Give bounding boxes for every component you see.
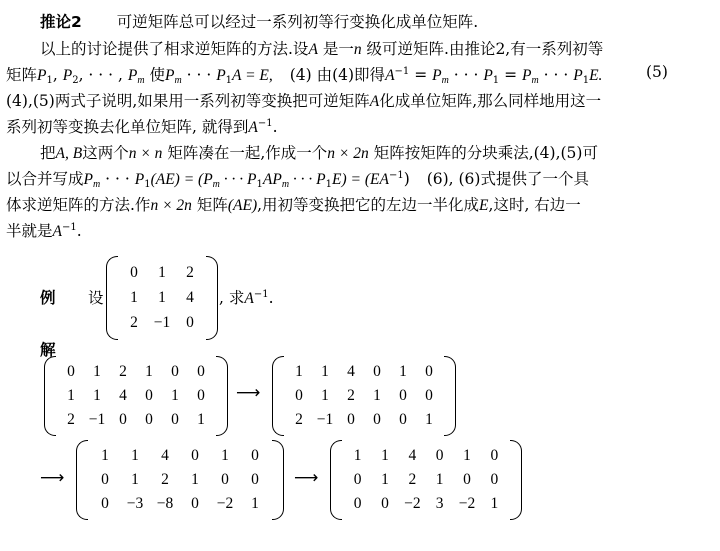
matrix-cell: 0	[435, 447, 444, 464]
matrix-cell: 0	[463, 471, 471, 488]
matrix-cell: 1	[197, 411, 205, 428]
matrix-cell: −2	[458, 495, 476, 512]
matrix-grid	[90, 444, 270, 516]
matrix-cell: 4	[119, 387, 127, 404]
proposition-label: 推论2	[40, 13, 82, 31]
matrix-cell: 1	[131, 447, 139, 464]
left-paren	[44, 356, 56, 436]
left-paren	[106, 256, 118, 340]
matrix-cell: 1	[67, 387, 75, 404]
matrix-cell: 2	[130, 314, 138, 332]
matrix-cell: 2	[408, 471, 417, 488]
para1-line2: 矩阵$P_1$, $P_2$, · · · , $P_m$ 使$P_m$ · · · $P_1A = E$, (4) 由(4)即得$A^{-1} = P_m$ · · · $P_1 = P_m$ · · · $P_1E$.	[6, 66, 603, 86]
para1-line1: 以上的讨论提供了相求逆矩阵的方法.设A 是一n 级可逆矩阵.由推论2,有一系列初等	[40, 40, 604, 58]
row-op-arrow: ⟶	[40, 468, 65, 488]
matrix-cell: −1	[153, 314, 171, 332]
matrix-cell: 1	[381, 447, 389, 464]
matrix-cell: 0	[251, 447, 259, 464]
matrix-cell: 0	[251, 471, 259, 488]
matrix-cell: 0	[399, 387, 407, 404]
matrix-cell: 2	[347, 387, 355, 404]
matrix-cell: 0	[171, 363, 179, 380]
matrix-cell: 0	[425, 387, 433, 404]
para1-line4: 系列初等变换去化单位矩阵, 就得到$A^{-1}$.	[6, 118, 278, 136]
right-paren	[272, 440, 284, 520]
matrix-grid	[120, 260, 204, 336]
example-matrix	[106, 256, 218, 340]
matrix-cell: 0	[353, 471, 362, 488]
matrix-cell: 0	[490, 471, 499, 488]
matrix-cell: 0	[191, 495, 199, 512]
matrix-cell: 2	[186, 263, 194, 281]
matrix-cell: 0	[221, 471, 229, 488]
matrix-cell: 1	[373, 387, 381, 404]
matrix-cell: −1	[88, 411, 106, 428]
matrix-cell: 2	[67, 411, 75, 428]
matrix-cell: 1	[399, 363, 407, 380]
matrix-cell: 1	[158, 288, 166, 306]
matrix-cell: 0	[373, 363, 381, 380]
matrix-cell: 1	[93, 387, 101, 404]
matrix-cell: 1	[381, 471, 389, 488]
matrix-cell: 4	[408, 447, 417, 464]
matrix-cell: 1	[321, 363, 329, 380]
matrix-cell: 1	[221, 447, 229, 464]
matrix-cell: 1	[145, 363, 153, 380]
matrix-cell: 1	[158, 263, 166, 281]
matrix-cell: 0	[191, 447, 199, 464]
proposition-text: 可逆矩阵总可以经过一系列初等行变换化成单位矩阵.	[116, 13, 479, 31]
matrix-cell: −3	[126, 495, 144, 512]
matrix-grid	[344, 444, 508, 516]
matrix-cell: 1	[93, 363, 101, 380]
matrix-cell: 0	[373, 411, 381, 428]
matrix-grid	[58, 360, 214, 432]
example-label: 例	[40, 289, 56, 307]
matrix-cell: 4	[347, 363, 355, 380]
matrix-cell: 1	[191, 471, 199, 488]
matrix-cell: 4	[161, 447, 169, 464]
proposition-line	[40, 10, 478, 32]
example-ask: , 求$A^{-1}$.	[219, 289, 274, 307]
solution-label: 解	[40, 341, 56, 359]
right-paren	[444, 356, 456, 436]
para2-line4: 半就是$A^{-1}$.	[6, 222, 82, 240]
right-paren	[216, 356, 228, 436]
matrix-cell: 4	[186, 288, 194, 306]
matrix-cell: 0	[145, 411, 153, 428]
matrix-4	[330, 440, 522, 520]
matrix-cell: 3	[435, 495, 444, 512]
row-op-arrow: ⟶	[236, 383, 261, 403]
matrix-1	[44, 356, 228, 436]
matrix-cell: 0	[295, 387, 303, 404]
eq5-label: (5)	[646, 63, 668, 81]
matrix-cell: 1	[130, 288, 138, 306]
matrix-cell: 1	[321, 387, 329, 404]
matrix-cell: 1	[251, 495, 259, 512]
matrix-cell: 0	[347, 411, 355, 428]
matrix-cell: 0	[425, 363, 433, 380]
matrix-cell: 2	[119, 363, 127, 380]
left-paren	[272, 356, 284, 436]
right-paren	[510, 440, 522, 520]
matrix-cell: 0	[119, 411, 127, 428]
matrix-cell: 2	[161, 471, 169, 488]
para1-line3: (4),(5)两式子说明,如果用一系列初等变换把可逆矩阵A化成单位矩阵,那么同样地用这一	[6, 92, 602, 110]
para2-line1: 把A, B这两个n × n 矩阵凑在一起,作成一个n × 2n 矩阵按矩阵的分块乘法,(4),(5)可	[40, 144, 598, 162]
matrix-cell: 2	[295, 411, 303, 428]
para2-line3: 体求逆矩阵的方法.作n × 2n 矩阵(AE),用初等变换把它的左边一半化成E,这时, 右边一	[6, 196, 581, 214]
matrix-cell: 0	[353, 495, 362, 512]
matrix-cell: −8	[156, 495, 174, 512]
matrix-cell: 1	[425, 411, 433, 428]
matrix-cell: 0	[399, 411, 407, 428]
matrix-cell: 1	[171, 387, 179, 404]
matrix-grid	[286, 360, 442, 432]
matrix-cell: −2	[404, 495, 421, 512]
matrix-cell: 1	[131, 471, 139, 488]
matrix-cell: 0	[490, 447, 499, 464]
matrix-cell: 0	[130, 263, 138, 281]
matrix-cell: 0	[381, 495, 389, 512]
matrix-cell: 1	[490, 495, 499, 512]
matrix-cell: 1	[463, 447, 471, 464]
para2-line2: 以合并写成$P_m$ · · · $P_1(AE) = (P_m$ · · · $P_1AP_m$ · · · $P_1E) = (EA^{-1})$ (6), (6)式提供了一个具	[6, 170, 589, 190]
matrix-cell: 0	[145, 387, 153, 404]
matrix-cell: 0	[171, 411, 179, 428]
matrix-cell: 1	[353, 447, 362, 464]
matrix-3	[76, 440, 284, 520]
matrix-cell: −1	[316, 411, 334, 428]
matrix-cell: 0	[101, 495, 109, 512]
matrix-cell: 0	[67, 363, 75, 380]
matrix-cell: 1	[101, 447, 109, 464]
matrix-cell: 1	[435, 471, 444, 488]
matrix-cell: 1	[295, 363, 303, 380]
row-op-arrow: ⟶	[294, 468, 319, 488]
matrix-2	[272, 356, 456, 436]
left-paren	[76, 440, 88, 520]
matrix-cell: 0	[197, 387, 205, 404]
matrix-cell: 0	[197, 363, 205, 380]
matrix-cell: 0	[186, 314, 194, 332]
right-paren	[206, 256, 218, 340]
matrix-cell: −2	[216, 495, 234, 512]
left-paren	[330, 440, 342, 520]
matrix-cell: 0	[101, 471, 109, 488]
example-let: 设	[88, 289, 104, 307]
